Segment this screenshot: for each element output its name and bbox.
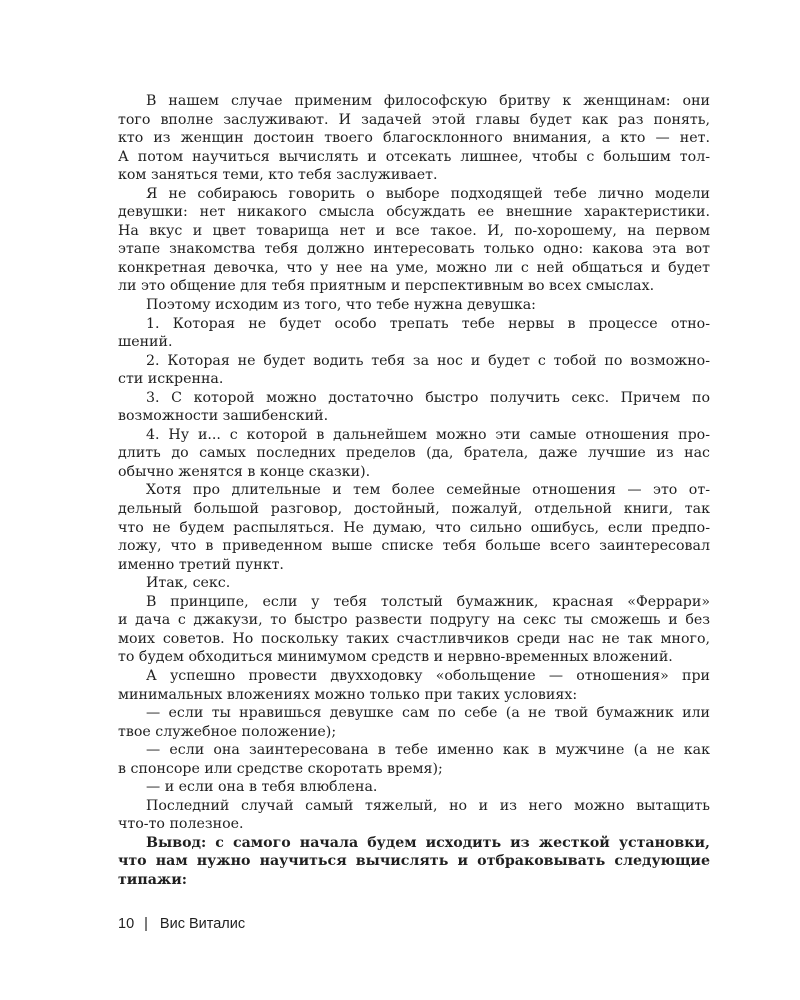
text-line: Последний случай самый тяжелый, но и из него можно вытащить xyxy=(146,797,710,814)
text-line: Я не собираюсь говорить о выборе подходящей тебе лично модели xyxy=(146,185,710,202)
author-name: Вис Виталис xyxy=(159,916,246,932)
text-line: этапе знакомства тебя должно интересовать только одно: какова эта вот xyxy=(118,241,710,258)
page-body-text xyxy=(118,92,710,890)
text-line: ложу, что в приведенном выше списке тебя больше всего заинтересовал xyxy=(118,538,710,555)
text-line: В нашем случае применим философскую бритву к женщинам: они xyxy=(146,93,710,109)
list-item-line: длить до самых последних пределов (да, братела, даже лучшие из нас xyxy=(118,445,710,462)
dash-item-line: — и если она в тебя влюблена. xyxy=(146,779,378,796)
list-item-line: 3. С которой можно достаточно быстро получить секс. Причем по xyxy=(146,389,710,406)
text-line: В принципе, если у тебя толстый бумажник, красная «Феррари» xyxy=(146,593,710,610)
dash-item-line: твое служебное положение); xyxy=(118,723,337,740)
list-item-line: сти искренна. xyxy=(118,371,224,388)
text-line: На вкус и цвет товарища нет и все такое. И, по-хорошему, на первом xyxy=(118,222,710,239)
conclusion-line: Вывод: с самого начала будем исходить из жесткой установки, xyxy=(146,834,710,851)
text-line: ком заняться теми, кто тебя заслуживает. xyxy=(118,167,438,184)
text-line: кто из женщин достоин твоего благосклонного внимания, а кто — нет. xyxy=(118,130,710,147)
text-line: А потом научиться вычислять и отсекать лишнее, чтобы с большим тол- xyxy=(118,148,710,165)
list-item-line: возможности зашибенский. xyxy=(118,408,329,425)
page-footer xyxy=(118,916,245,932)
text-line: девушки: нет никакого смысла обсуждать ее внешние характеристики. xyxy=(118,204,710,221)
list-item-line: шений. xyxy=(118,334,173,351)
text-line: именно третий пункт. xyxy=(118,556,284,573)
text-line: что-то полезное. xyxy=(118,816,244,833)
text-line: того вполне заслуживают. И задачей этой главы будет как раз понять, xyxy=(118,111,710,128)
conclusion-line: типажи: xyxy=(118,871,187,888)
dash-item-line: — если она заинтересована в тебе именно как в мужчине (а не как xyxy=(146,742,710,759)
text-line: ли это общение для тебя приятным и перспективным во всех смыслах. xyxy=(118,278,655,295)
text-line: то будем обходиться минимумом средств и нервно-временных вложений. xyxy=(118,649,673,666)
dash-item-line: в спонсоре или средстве скоротать время); xyxy=(118,760,443,777)
text-line: и дача с джакузи, то быстро развести подругу на секс ты сможешь и без xyxy=(118,612,710,629)
list-item-line: обычно женятся в конце сказки). xyxy=(118,463,371,480)
list-item-line: 2. Которая не будет водить тебя за нос и будет с тобой по возможно- xyxy=(146,352,710,369)
text-line: что не будем распыляться. Не думаю, что сильно ошибусь, если предпо- xyxy=(118,519,710,536)
text-line: Хотя про длительные и тем более семейные отношения — это от- xyxy=(146,482,710,499)
list-item-line: 4. Ну и... с которой в дальнейшем можно эти самые отношения про- xyxy=(146,426,710,443)
text-line: дельный большой разговор, достойный, пожалуй, отдельной книги, так xyxy=(118,501,710,518)
dash-item-line: — если ты нравишься девушке сам по себе (а не твой бумажник или xyxy=(146,705,710,722)
text-line: Поэтому исходим из того, что тебе нужна девушка: xyxy=(146,297,536,314)
text-line: Итак, секс. xyxy=(146,575,231,592)
footer-separator: | xyxy=(144,916,148,932)
text-line: моих советов. Но поскольку таких счастливчиков среди нас не так много, xyxy=(118,630,710,647)
list-item-line: 1. Которая не будет особо трепать тебе нервы в процессе отно- xyxy=(146,315,710,332)
text-line: конкретная девочка, что у нее на уме, можно ли с ней общаться и будет xyxy=(118,259,710,276)
text-line: А успешно провести двухходовку «обольщение — отношения» при xyxy=(146,667,710,684)
text-line: минимальных вложениях можно только при таких условиях: xyxy=(118,686,578,703)
page-number: 10 xyxy=(118,916,135,932)
conclusion-line: что нам нужно научиться вычислять и отбраковывать следующие xyxy=(118,853,710,870)
